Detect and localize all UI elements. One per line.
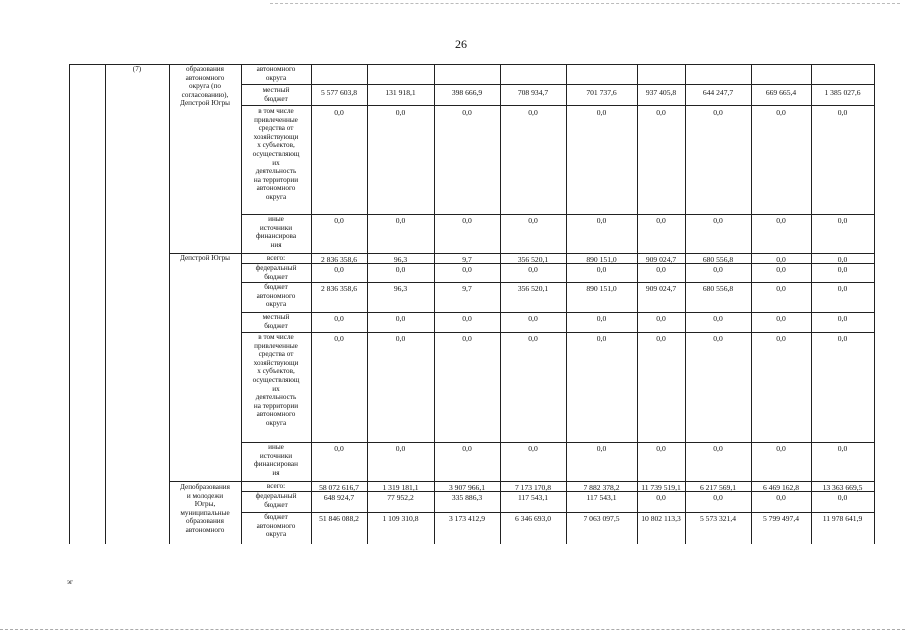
value-cell: 398 666,9 bbox=[451, 88, 483, 97]
value-cell: 7 173 170,8 bbox=[514, 483, 552, 492]
value-cell: 7 882 378,2 bbox=[583, 483, 620, 492]
value-cell: 1 109 310,8 bbox=[382, 514, 419, 523]
table-col-line bbox=[811, 64, 812, 544]
value-cell: 0,0 bbox=[528, 265, 538, 274]
value-cell: 3 907 966,1 bbox=[448, 483, 486, 492]
value-cell: 117 543,1 bbox=[586, 493, 617, 502]
source-label: всего: bbox=[266, 254, 286, 262]
value-cell: 356 520,1 bbox=[517, 284, 549, 293]
value-cell: 0,0 bbox=[837, 265, 848, 274]
value-cell: 117 543,1 bbox=[517, 493, 549, 502]
table-row-line bbox=[241, 332, 875, 333]
value-cell: 0,0 bbox=[395, 444, 406, 453]
value-cell: 0,0 bbox=[656, 444, 666, 453]
value-cell: 0,0 bbox=[837, 216, 848, 225]
value-cell: 0,0 bbox=[334, 108, 344, 117]
value-cell: 0,0 bbox=[837, 255, 848, 264]
value-cell: 0,0 bbox=[596, 216, 607, 225]
row-number: (7) bbox=[132, 65, 142, 73]
value-cell: 0,0 bbox=[776, 314, 786, 323]
table-col-line bbox=[500, 64, 501, 544]
executor-group-2: Депстрой Югры bbox=[179, 254, 231, 262]
value-cell: 10 802 113,3 bbox=[641, 514, 681, 523]
table-col-line bbox=[637, 64, 638, 544]
page-number: 26 bbox=[455, 37, 467, 51]
value-cell: 0,0 bbox=[528, 108, 538, 117]
value-cell: 2 836 358,6 bbox=[320, 284, 358, 293]
table-col-line bbox=[566, 64, 567, 544]
value-cell: 5 799 497,4 bbox=[762, 514, 800, 523]
value-cell: 9,7 bbox=[462, 284, 472, 293]
footer-mark: эг bbox=[67, 578, 73, 586]
value-cell: 937 405,8 bbox=[645, 88, 677, 97]
source-label: местный бюджет bbox=[262, 86, 290, 103]
value-cell: 1 319 181,1 bbox=[382, 483, 419, 492]
value-cell: 2 836 358,6 bbox=[320, 255, 358, 264]
value-cell: 669 665,4 bbox=[765, 88, 797, 97]
value-cell: 3 173 412,9 bbox=[448, 514, 486, 523]
value-cell: 1 385 027,6 bbox=[824, 88, 861, 97]
value-cell: 51 846 088,2 bbox=[319, 514, 359, 523]
value-cell: 0,0 bbox=[656, 314, 666, 323]
value-cell: 708 934,7 bbox=[517, 88, 549, 97]
value-cell: 701 737,6 bbox=[586, 88, 617, 97]
value-cell: 58 072 616,7 bbox=[319, 483, 359, 492]
table-col-line bbox=[874, 64, 875, 544]
value-cell: 909 024,7 bbox=[645, 284, 677, 293]
value-cell: 0,0 bbox=[462, 265, 472, 274]
value-cell: 0,0 bbox=[334, 265, 344, 274]
value-cell: 131 918,1 bbox=[385, 88, 416, 97]
value-cell: 0,0 bbox=[528, 216, 538, 225]
value-cell: 0,0 bbox=[528, 444, 538, 453]
value-cell: 0,0 bbox=[395, 216, 406, 225]
value-cell: 890 151,0 bbox=[586, 284, 617, 293]
value-cell: 0,0 bbox=[596, 334, 607, 343]
table-col-line bbox=[685, 64, 686, 544]
table-col-line bbox=[169, 64, 170, 544]
value-cell: 9,7 bbox=[462, 255, 472, 264]
value-cell: 0,0 bbox=[776, 108, 786, 117]
table-col-line bbox=[367, 64, 368, 544]
value-cell: 0,0 bbox=[713, 265, 723, 274]
value-cell: 644 247,7 bbox=[702, 88, 734, 97]
value-cell: 680 556,8 bbox=[702, 255, 734, 264]
value-cell: 0,0 bbox=[528, 314, 538, 323]
value-cell: 0,0 bbox=[837, 334, 848, 343]
scan-edge-bottom bbox=[0, 629, 905, 630]
value-cell: 11 978 641,9 bbox=[822, 514, 863, 523]
value-cell: 0,0 bbox=[656, 108, 666, 117]
value-cell: 0,0 bbox=[462, 216, 472, 225]
value-cell: 0,0 bbox=[334, 334, 344, 343]
value-cell: 0,0 bbox=[462, 334, 472, 343]
table-col-line bbox=[434, 64, 435, 544]
value-cell: 96,3 bbox=[393, 284, 408, 293]
value-cell: 0,0 bbox=[596, 108, 607, 117]
value-cell: 356 520,1 bbox=[517, 255, 549, 264]
value-cell: 0,0 bbox=[462, 444, 472, 453]
value-cell: 0,0 bbox=[596, 314, 607, 323]
value-cell: 0,0 bbox=[713, 334, 723, 343]
source-label: всего: bbox=[266, 482, 286, 490]
source-label: иные источники финансирова ния bbox=[255, 215, 297, 249]
value-cell: 0,0 bbox=[776, 444, 786, 453]
value-cell: 0,0 bbox=[462, 314, 472, 323]
table-row-line bbox=[241, 84, 875, 85]
value-cell: 0,0 bbox=[713, 108, 723, 117]
source-label: федеральный бюджет bbox=[255, 264, 297, 281]
value-cell: 0,0 bbox=[462, 108, 472, 117]
value-cell: 11 739 519,1 bbox=[641, 483, 681, 492]
value-cell: 909 024,7 bbox=[645, 255, 677, 264]
value-cell: 0,0 bbox=[713, 314, 723, 323]
value-cell: 0,0 bbox=[776, 255, 786, 264]
value-cell: 0,0 bbox=[776, 216, 786, 225]
value-cell: 0,0 bbox=[837, 493, 848, 502]
source-label: в том числе привлеченные средства от хозяйствующи х субъектов, осуществляющ их деятельность на территории автономного округа bbox=[252, 107, 300, 201]
value-cell: 0,0 bbox=[395, 108, 406, 117]
table-row-line bbox=[241, 282, 875, 283]
table-row-line bbox=[241, 214, 875, 215]
value-cell: 5 573 321,4 bbox=[699, 514, 737, 523]
executor-group-1: образования автономного округа (по согласованию), Депстрой Югры bbox=[179, 65, 231, 108]
table-row-line bbox=[241, 105, 875, 106]
source-label: иные источники финансирован ия bbox=[254, 443, 298, 477]
value-cell: 0,0 bbox=[596, 444, 607, 453]
value-cell: 0,0 bbox=[776, 334, 786, 343]
value-cell: 0,0 bbox=[776, 493, 786, 502]
value-cell: 0,0 bbox=[837, 444, 848, 453]
budget-table bbox=[69, 64, 875, 544]
table-row-line bbox=[241, 442, 875, 443]
value-cell: 0,0 bbox=[596, 265, 607, 274]
value-cell: 6 469 162,8 bbox=[762, 483, 800, 492]
table-col-line bbox=[311, 64, 312, 544]
value-cell: 0,0 bbox=[656, 334, 666, 343]
source-label: автономного округа bbox=[256, 65, 296, 82]
value-cell: 0,0 bbox=[713, 493, 723, 502]
value-cell: 0,0 bbox=[334, 314, 344, 323]
value-cell: 0,0 bbox=[395, 314, 406, 323]
value-cell: 680 556,8 bbox=[702, 284, 734, 293]
source-label: бюджет автономного округа bbox=[256, 513, 296, 539]
value-cell: 890 151,0 bbox=[586, 255, 617, 264]
value-cell: 77 952,2 bbox=[387, 493, 414, 502]
table-row-line bbox=[241, 512, 875, 513]
value-cell: 0,0 bbox=[776, 265, 786, 274]
value-cell: 648 924,7 bbox=[323, 493, 355, 502]
value-cell: 0,0 bbox=[656, 216, 666, 225]
table-col-line bbox=[751, 64, 752, 544]
value-cell: 0,0 bbox=[395, 265, 406, 274]
value-cell: 0,0 bbox=[656, 493, 666, 502]
value-cell: 5 577 603,8 bbox=[320, 88, 358, 97]
value-cell: 0,0 bbox=[334, 216, 344, 225]
value-cell: 96,3 bbox=[393, 255, 408, 264]
value-cell: 7 063 097,5 bbox=[583, 514, 620, 523]
value-cell: 6 346 693,0 bbox=[514, 514, 552, 523]
value-cell: 335 886,3 bbox=[451, 493, 483, 502]
value-cell: 0,0 bbox=[395, 334, 406, 343]
value-cell: 0,0 bbox=[528, 334, 538, 343]
value-cell: 0,0 bbox=[837, 314, 848, 323]
source-label: местный бюджет bbox=[262, 313, 290, 330]
value-cell: 13 363 669,5 bbox=[822, 483, 863, 492]
table-col-line bbox=[69, 64, 70, 544]
executor-group-3: Депобразования и молодежи Югры, муниципальные образования автономного bbox=[180, 483, 230, 534]
source-label: бюджет автономного округа bbox=[256, 283, 296, 309]
table-col-line bbox=[105, 64, 106, 544]
source-label: федеральный бюджет bbox=[255, 492, 297, 509]
value-cell: 0,0 bbox=[713, 444, 723, 453]
value-cell: 0,0 bbox=[837, 108, 848, 117]
value-cell: 0,0 bbox=[776, 284, 786, 293]
value-cell: 6 217 569,1 bbox=[699, 483, 737, 492]
value-cell: 0,0 bbox=[837, 284, 848, 293]
value-cell: 0,0 bbox=[656, 265, 666, 274]
value-cell: 0,0 bbox=[334, 444, 344, 453]
table-row-line bbox=[241, 312, 875, 313]
scan-edge-top bbox=[270, 3, 900, 4]
source-label: в том числе привлеченные средства от хозяйствующи х субъектов, осуществляющ их деятельность на территории автономного округа bbox=[252, 333, 300, 427]
value-cell: 0,0 bbox=[713, 216, 723, 225]
